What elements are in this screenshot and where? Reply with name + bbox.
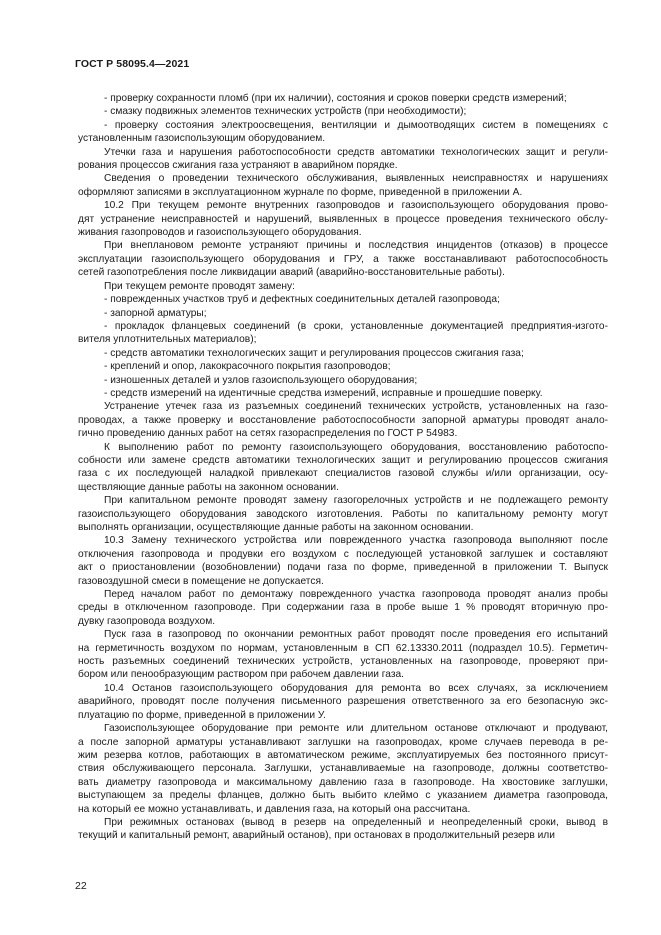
paragraph: [78, 588, 608, 628]
text-line: аварийного, проводят после получения письменного разрешения ответственного за его безопасную экс-: [78, 696, 608, 708]
text-line: - креплений и опор, лакокрасочного покрытия газопроводов;: [104, 361, 391, 373]
text-line: бором или пенообразующим раствором при рабочем давлении газа.: [78, 669, 404, 681]
text-line: - проверку сохранности пломб (при их наличии), состояния и сроков поверки средств измерений;: [104, 93, 567, 104]
paragraph: [78, 119, 608, 146]
text-line: вителя уплотнительных материалов);: [78, 334, 257, 346]
text-line: собности или замене средств автоматики технологических защит и регулированию процессов сжигания: [78, 454, 608, 466]
text-line: живания газопроводов и газоиспользующего оборудования.: [78, 227, 362, 239]
paragraph: [78, 320, 608, 347]
text-line: - прокладок фланцевых соединений (в сроки, установленные документацией предприятия-изгото-: [104, 320, 608, 332]
text-line: Утечки газа и нарушения работоспособности средств автоматики технологических защит и регули-: [104, 146, 608, 158]
text-line: на который ее можно устанавливать, и давления газа, на который она рассчитана.: [78, 803, 471, 815]
paragraph: [78, 92, 608, 105]
paragraph: [78, 682, 608, 722]
text-line: дят устранение неисправностей и нарушений, выявленных в процессе проведения технического обслу-: [78, 213, 608, 225]
text-line: вать диаметру газопровода и максимальному давлению газа в газопроводе. На хвостовике заглушки,: [78, 776, 608, 788]
text-line: дувку газопровода воздухом.: [78, 615, 216, 627]
paragraph: [78, 239, 608, 279]
text-line: сетей газопотребления после ликвидации аварий (аварийно-восстановительные работы).: [78, 267, 505, 279]
text-line: газовоздушной смеси в помещение не допускается.: [78, 575, 324, 587]
text-line: рования процессов сжигания газа устраняют в аварийном порядке.: [78, 160, 398, 172]
text-line: проводах, а также проверку и восстановление работоспособности запорной арматуры проводят анало-: [78, 414, 608, 426]
document-body: [78, 92, 608, 843]
paragraph: [78, 347, 608, 360]
text-line: К выполнению работ по ремонту газоиспользующего оборудования, восстановлению работоспо-: [104, 441, 608, 453]
paragraph: [78, 628, 608, 682]
paragraph: [78, 172, 608, 199]
paragraph: [78, 360, 608, 373]
text-line: текущий и капитальный ремонт, аварийный останов), при остановах в продолжительный резерв или: [78, 830, 555, 842]
text-line: газа с их последующей наладкой привлекают специалистов газовой службы и/или организации, осу-: [78, 468, 608, 480]
paragraph: [78, 722, 608, 816]
page-number: 22: [75, 880, 87, 892]
paragraph: [78, 280, 608, 293]
paragraph: [78, 534, 608, 588]
text-line: среды в отключенном газопроводе. При содержании газа в пробе выше 1 % проводят вторичную про-: [78, 602, 608, 614]
text-line: Сведения о проведении технического обслуживания, выявленных неисправностях и нарушениях: [104, 173, 608, 185]
text-line: - смазку подвижных элементов технических устройств (при необходимости);: [104, 106, 467, 118]
text-line: а после запорной арматуры устанавливают заглушки на газопроводах, кроме случаев перевода в ре-: [78, 736, 608, 748]
text-line: - изношенных деталей и узлов газоиспользующего оборудования;: [104, 374, 418, 386]
text-line: - поврежденных участков труб и дефектных соединительных деталей газопровода;: [104, 294, 500, 306]
paragraph: [78, 441, 608, 495]
text-line: выступающем за пределы фланцев, должно быть выбито клеймо с указанием диаметра газопровода,: [78, 790, 608, 802]
text-line: газоиспользующего оборудования заводского изготовления. Работы по капитальному ремонту могут: [78, 508, 608, 520]
paragraph: [78, 400, 608, 440]
text-line: ществляющие данные работы на законном основании.: [78, 481, 339, 493]
paragraph: [78, 374, 608, 387]
text-line: Перед началом работ по демонтажу поврежденного участка газопровода проводят анализ пробы: [104, 589, 608, 601]
document-header: ГОСТ Р 58095.4—2021: [75, 58, 190, 70]
text-line: жим резерва котлов, работающих в автоматическом режиме, эксплуатируемых без постоянного присут-: [78, 749, 608, 761]
text-line: 10.2 При текущем ремонте внутренних газопроводов и газоиспользующего оборудования прово-: [104, 200, 608, 212]
text-line: - запорной арматуры;: [104, 307, 207, 319]
text-line: 10.3 Замену технического устройства или поврежденного участка газопровода выполняют после: [104, 535, 608, 547]
paragraph: [78, 199, 608, 239]
text-line: При капитальном ремонте проводят замену газогорелочных устройств и не подлежащего ремонту: [104, 495, 608, 507]
text-line: на герметичность воздухом по нормам, установленным в СП 62.13330.2011 (подраздел 10.5). Герметич-: [78, 642, 608, 654]
paragraph: [78, 105, 608, 118]
text-line: При режимных остановах (вывод в резерв на определенный и неопределенный сроки, вывод в: [104, 816, 608, 828]
text-line: эксплуатации газоиспользующего оборудования и ГРУ, а также восстанавливают работоспособность: [78, 253, 608, 265]
paragraph: [78, 307, 608, 320]
text-line: установленным газоиспользующим оборудованием.: [78, 133, 326, 145]
text-line: гично проведению данных работ на сетях газораспределения по ГОСТ Р 54983.: [78, 428, 458, 440]
paragraph: [78, 146, 608, 173]
paragraph: [78, 816, 608, 843]
text-line: оформляют записями в эксплуатационном журнале по форме, приведенной в приложении А.: [78, 186, 523, 198]
text-line: При текущем ремонте проводят замену:: [104, 280, 295, 292]
paragraph: [78, 387, 608, 400]
text-line: Газоиспользующее оборудование при ремонте или длительном останове отключают и продувают,: [104, 723, 608, 735]
text-line: При внеплановом ремонте устраняют причины и последствия инцидентов (отказов) в процессе: [104, 240, 608, 252]
text-line: выполнять организации, осуществляющие данные работы на законном основании.: [78, 522, 474, 533]
text-line: акт о приостановлении (возобновлении) подачи газа по форме, приведенной в приложении Т. Выпуск: [78, 562, 608, 574]
text-line: Устранение утечек газа из разъемных соединений технических устройств, установленных на газо-: [104, 401, 608, 413]
text-line: Пуск газа в газопровод по окончании ремонтных работ проводят после проведения его испытаний: [104, 629, 608, 641]
text-line: 10.4 Останов газоиспользующего оборудования для ремонта во всех случаях, за исключением: [104, 682, 608, 694]
text-line: - проверку состояния электроосвещения, вентиляции и дымоотводящих систем в помещениях с: [104, 119, 608, 131]
text-line: ность разъемных соединений технических устройств, установленных на газопроводе, проверяют при-: [78, 656, 608, 668]
text-line: плуатацию по форме, приведенной в приложении У.: [78, 709, 326, 721]
text-line: ствия обслуживающего персонала. Заглушки, устанавливаемые на газопроводе, должны соответство-: [78, 763, 608, 775]
paragraph: [78, 293, 608, 306]
paragraph: [78, 494, 608, 534]
text-line: - средств измерений на идентичные средства измерений, исправные и прошедшие поверку.: [104, 387, 543, 399]
text-line: - средств автоматики технологических защит и регулирования процессов сжигания газа;: [104, 347, 524, 359]
text-line: отключения газопровода и продувки его воздухом с последующей установкой заглушек и составляют: [78, 548, 608, 560]
